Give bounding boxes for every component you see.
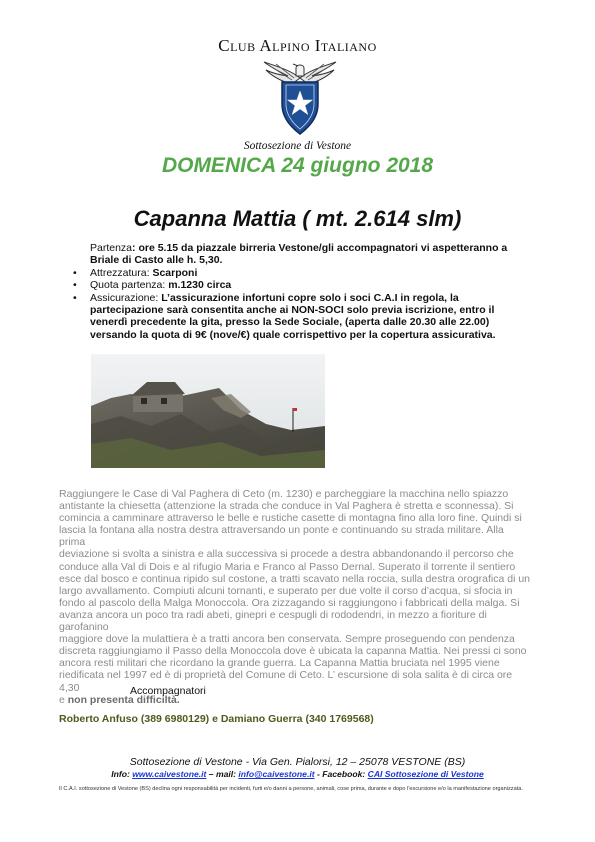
description-line: deviazione si svolta a sinistra e alla successiva si procede a destra abbandonando il percorso che bbox=[59, 548, 514, 561]
section-label: Sottosezione di Vestone bbox=[243, 140, 352, 152]
departure-row bbox=[74, 242, 554, 254]
mail-label: – mail: bbox=[206, 769, 239, 779]
insurance-line: venerdì precedente la gita, presso la Sede Sociale, (aperta dalle 20.30 alle 22.00) bbox=[90, 316, 490, 329]
equipment-row bbox=[74, 267, 554, 279]
event-title: Capanna Mattia ( mt. 2.614 slm) bbox=[133, 206, 462, 231]
description-last-suffix: . bbox=[176, 693, 180, 706]
description-line: Raggiungere le Case di Val Paghera di Ceto (m. 1230) e parcheggiare la macchina nello spiazzo bbox=[59, 488, 509, 500]
bullet-icon: • bbox=[73, 291, 77, 304]
disclaimer: Il C.A.I. sottosezione di Vestone (BS) declina ogni responsabilità per incidenti, furti e/o danni a persone, animali, cose prima, durante e dopo l’escursione e/o la manifestazione organizzata. bbox=[59, 786, 523, 792]
departure-row-cont bbox=[74, 254, 554, 266]
guides-names: Roberto Anfuso (389 6980129) e Damiano Guerra (340 1769568) bbox=[59, 713, 374, 725]
description-last-prefix: e bbox=[59, 693, 68, 706]
departure-value: : ore 5.15 da piazzale birreria Vestone/gli accompagnatori vi aspetteranno a bbox=[132, 242, 508, 254]
insurance-line: partecipazione sarà consentita anche ai NON-SOCI solo previa iscrizione, entro il bbox=[90, 304, 495, 317]
description-difficulty: non presenta difficiltà bbox=[67, 693, 177, 706]
email-link[interactable]: info@caivestone.it bbox=[238, 769, 315, 779]
insurance-line: versando la quota di 9€ (nove/€) quale corrispettivo per la copertura assicurativa. bbox=[90, 328, 496, 341]
facebook-link[interactable]: CAI Sottosezione di Vestone bbox=[367, 769, 484, 779]
departure-value-2: Briale di Casto alle h. 5,30. bbox=[90, 254, 223, 267]
club-title: Club Alpino Italiano bbox=[218, 36, 377, 55]
description-line: riedificata nel 1997 ed è di proprietà del Comune di Ceto. L’ escursione di sola salita è di circa ore 4,30 bbox=[59, 669, 513, 694]
footer-contacts bbox=[0, 769, 595, 779]
insurance-value: L’assicurazione infortuni copre solo i soci C.A.I in regola, la bbox=[161, 291, 459, 304]
altitude-label: Quota partenza: bbox=[90, 279, 169, 292]
description-line: antistante la chiesetta (attenzione la strada che conduce in Val Paghera è stretta e sconnessa). Si bbox=[59, 500, 514, 513]
description-line: esce dal bosco e continua ripido sul costone, a tratti scavato nella roccia, sulla destra orografica di un bbox=[59, 572, 531, 585]
insurance-label: Assicurazione: bbox=[90, 291, 162, 304]
guides-label: Accompagnatori bbox=[130, 685, 206, 697]
description-line: conduce alla Val di Dois e al rifugio Maria e Franco al Passo Dernal. Superato il torrente il sentiero bbox=[59, 560, 516, 573]
description-line: fondo al pascolo della Malga Monoccola. Ora zizzagando si raggiungono i fabbricati della malga. Si bbox=[59, 596, 520, 609]
altitude-value: m.1230 circa bbox=[168, 279, 232, 292]
equipment-label: Attrezzatura: bbox=[90, 266, 153, 279]
departure-label: Partenza bbox=[90, 242, 133, 254]
description-line: lascia la fontana alla nostra destra attraversando un ponte e continuando su strada militare. Alla prima bbox=[59, 524, 504, 549]
description-line: discreta raggiungiamo il Passo della Monoccola dove è ubicata la capanna Mattia. Nei pressi ci sono bbox=[59, 645, 527, 658]
bullet-icon: • bbox=[73, 279, 77, 292]
equipment-value: Scarponi bbox=[152, 266, 198, 279]
route-description bbox=[59, 488, 531, 706]
website-link[interactable]: www.caivestone.it bbox=[132, 769, 207, 779]
altitude-row bbox=[74, 279, 554, 291]
description-line: largo avvallamento. Compiuti alcuni tornanti, e superato per due volte il corso d’acqua, si sfocia in bbox=[59, 584, 513, 597]
cai-eagle-star-shield-icon bbox=[262, 58, 338, 136]
facebook-label: - Facebook: bbox=[314, 769, 368, 779]
hut-photo bbox=[91, 354, 325, 468]
description-line: comincia a camminare attraverso le belle e rustiche casette di montagna fino alla loro fine. Quindi si bbox=[59, 512, 522, 525]
footer-address: Sottosezione di Vestone - Via Gen. Pialorsi, 12 – 25078 VESTONE (BS) bbox=[129, 756, 466, 768]
event-info bbox=[74, 242, 554, 341]
info-label: Info: bbox=[111, 769, 133, 779]
description-line: avanza ancora un poco tra radi abeti, ginepri e cespugli di rododendri, in mezzo a fioriture di garofanino bbox=[59, 608, 487, 634]
insurance-row bbox=[74, 292, 554, 304]
event-date: DOMENICA 24 giugno 2018 bbox=[161, 154, 434, 177]
description-line: ancora resti militari che ricordano la grande guerra. La Capanna Mattia bruciata nel 1995 viene bbox=[59, 657, 500, 670]
description-line: maggiore dove la mulattiera è a tratti ancora ben conservata. Sempre proseguendo con pendenza bbox=[59, 633, 515, 646]
bullet-icon: • bbox=[73, 266, 77, 279]
